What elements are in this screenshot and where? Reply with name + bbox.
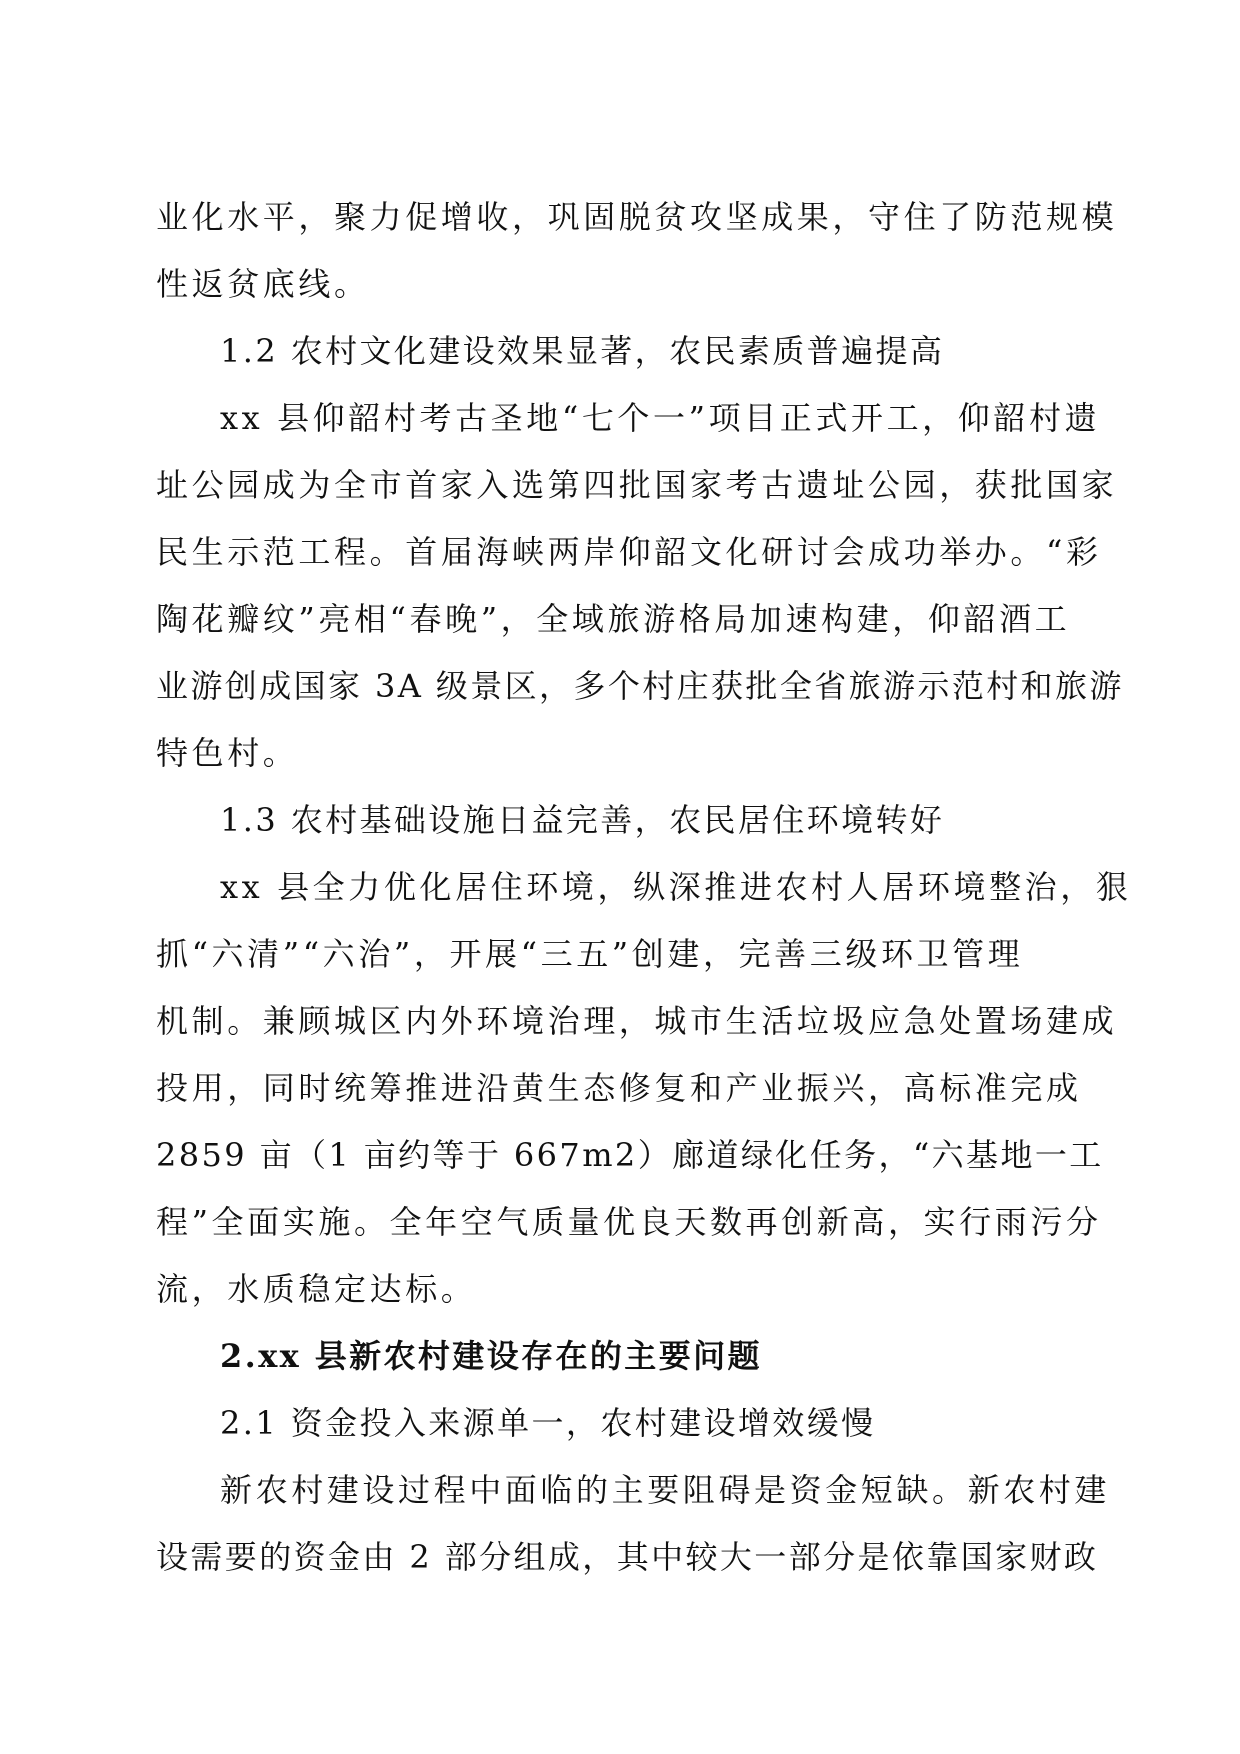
paragraph-1-2	[156, 385, 1124, 787]
section-heading-1-2	[156, 318, 1084, 385]
text-line: 性返贫底线。	[156, 265, 370, 303]
paragraph-2-1	[156, 1457, 1111, 1591]
paragraph-1-3	[156, 854, 1132, 1323]
heading-text: 1.2 农村文化建设效果显著，农民素质普遍提高	[220, 332, 945, 370]
section-heading-1-3	[156, 787, 1084, 854]
text-line: 址公园成为全市首家入选第四批国家考古遗址公园，获批国家	[156, 466, 1118, 504]
text-line: 2859 亩（1 亩约等于 667m2）廊道绿化任务，“六基地一工	[156, 1136, 1104, 1174]
section-heading-2	[156, 1323, 1084, 1390]
text-line: 程”全面实施。全年空气质量优良天数再创新高，实行雨污分	[156, 1203, 1102, 1241]
heading-text: 2.1 资金投入来源单一，农村建设增效缓慢	[220, 1404, 876, 1442]
document-page	[156, 184, 1132, 1591]
text-line: 抓“六清”“六治”，开展“三五”创建，完善三级环卫管理	[156, 935, 1024, 973]
text-line: 机制。兼顾城区内外环境治理，城市生活垃圾应急处置场建成	[156, 1002, 1118, 1040]
text-line: 特色村。	[156, 734, 299, 772]
text-line: 陶花瓣纹”亮相“春晚”，全域旅游格局加速构建，仰韶酒工	[156, 600, 1071, 638]
text-line: xx 县全力优化居住环境，纵深推进农村人居环境整治，狠	[220, 868, 1132, 906]
text-line: 民生示范工程。首届海峡两岸仰韶文化研讨会成功举办。“彩	[156, 533, 1102, 571]
text-line: xx 县仰韶村考古圣地“七个一”项目正式开工，仰韶村遗	[220, 399, 1101, 437]
heading-text: 1.3 农村基础设施日益完善，农民居住环境转好	[220, 801, 945, 839]
section-heading-2-1	[156, 1390, 1084, 1457]
text-line: 投用，同时统筹推进沿黄生态修复和产业振兴，高标准完成	[156, 1069, 1082, 1107]
text-line: 业化水平，聚力促增收，巩固脱贫攻坚成果，守住了防范规模	[156, 198, 1118, 236]
text-line: 设需要的资金由 2 部分组成，其中较大一部分是依靠国家财政	[156, 1538, 1099, 1576]
text-line: 业游创成国家 3A 级景区，多个村庄获批全省旅游示范村和旅游	[156, 667, 1124, 705]
text-line: 新农村建设过程中面临的主要阻碍是资金短缺。新农村建	[220, 1471, 1111, 1509]
paragraph-intro-tail	[156, 184, 1118, 318]
text-line: 流，水质稳定达标。	[156, 1270, 477, 1308]
heading-text: 2.xx 县新农村建设存在的主要问题	[220, 1337, 762, 1375]
